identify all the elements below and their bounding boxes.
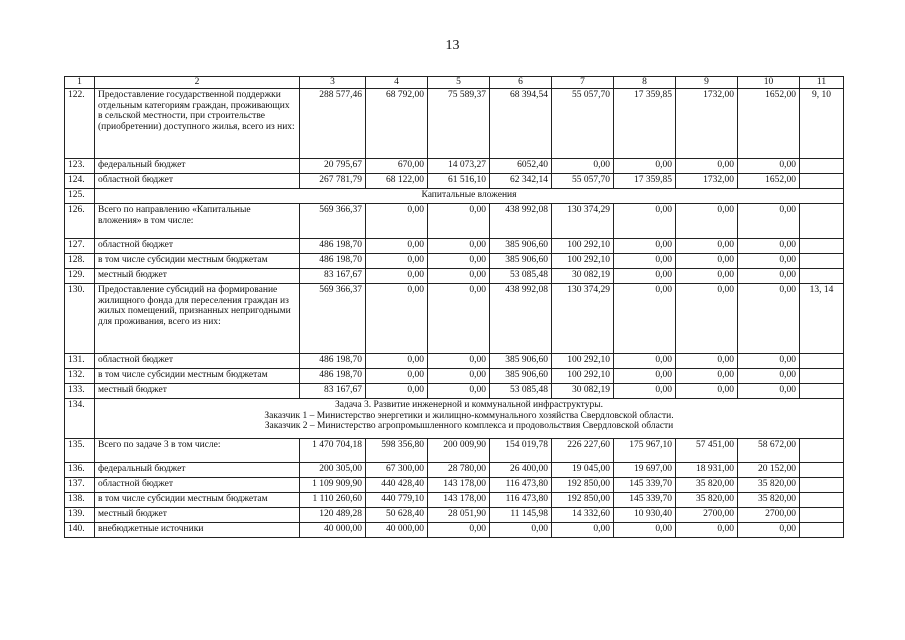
cell-value: 0,00 — [738, 523, 800, 538]
cell-value: 40 000,00 — [300, 523, 366, 538]
cell-value: 200 009,90 — [428, 439, 490, 463]
row-label: Предоставление субсидий на формирование жилищного фонда для переселения граждан из жилых помещений, признанных непригодными для проживания, всего из них: — [95, 284, 300, 354]
cell-value: 670,00 — [366, 159, 428, 174]
cell-value: 130 374,29 — [552, 284, 614, 354]
cell-value: 1732,00 — [676, 89, 738, 159]
column-header: 5 — [428, 77, 490, 89]
cell-value: 0,00 — [738, 384, 800, 399]
cell-value: 0,00 — [366, 384, 428, 399]
cell-value: 35 820,00 — [738, 493, 800, 508]
cell-value: 1652,00 — [738, 174, 800, 189]
cell-value: 486 198,70 — [300, 239, 366, 254]
cell-value: 0,00 — [552, 159, 614, 174]
cell-value: 20 795,67 — [300, 159, 366, 174]
cell-value: 440 779,10 — [366, 493, 428, 508]
cell-value: 35 820,00 — [676, 478, 738, 493]
cell-value: 0,00 — [614, 384, 676, 399]
cell-value: 0,00 — [490, 523, 552, 538]
section-line: Задача 3. Развитие инженерной и коммунальной инфраструктуры. — [335, 400, 603, 410]
row-label: областной бюджет — [95, 354, 300, 369]
cell-value: 0,00 — [366, 369, 428, 384]
cell-value: 438 992,08 — [490, 204, 552, 239]
row-number: 134. — [65, 399, 95, 439]
section-line: Заказчик 2 – Министерство агропромышленного комплекса и продовольствия Свердловской области — [264, 421, 674, 431]
cell-value: 9, 10 — [800, 89, 844, 159]
cell-value: 61 516,10 — [428, 174, 490, 189]
cell-value: 18 931,00 — [676, 463, 738, 478]
cell-value: 68 122,00 — [366, 174, 428, 189]
cell-value — [800, 508, 844, 523]
table-row — [65, 369, 844, 384]
cell-value: 0,00 — [676, 269, 738, 284]
cell-value — [800, 523, 844, 538]
cell-value: 6052,40 — [490, 159, 552, 174]
row-number: 133. — [65, 384, 95, 399]
row-label: в том числе субсидии местным бюджетам — [95, 493, 300, 508]
table-row — [65, 189, 844, 204]
cell-value: 62 342,14 — [490, 174, 552, 189]
table-row — [65, 204, 844, 239]
cell-value: 100 292,10 — [552, 239, 614, 254]
table-row — [65, 254, 844, 269]
cell-value: 30 082,19 — [552, 269, 614, 284]
cell-value — [800, 369, 844, 384]
column-header: 6 — [490, 77, 552, 89]
cell-value: 0,00 — [428, 384, 490, 399]
table-row — [65, 439, 844, 463]
cell-value: 0,00 — [366, 204, 428, 239]
row-number: 131. — [65, 354, 95, 369]
cell-value: 385 906,60 — [490, 369, 552, 384]
cell-value: 0,00 — [614, 284, 676, 354]
row-number: 137. — [65, 478, 95, 493]
table-row — [65, 508, 844, 523]
header-row — [65, 77, 844, 89]
table-row — [65, 269, 844, 284]
cell-value: 192 850,00 — [552, 493, 614, 508]
row-number: 129. — [65, 269, 95, 284]
cell-value: 0,00 — [614, 354, 676, 369]
table-row — [65, 478, 844, 493]
cell-value: 486 198,70 — [300, 254, 366, 269]
cell-value: 53 085,48 — [490, 384, 552, 399]
column-header: 7 — [552, 77, 614, 89]
cell-value: 288 577,46 — [300, 89, 366, 159]
cell-value — [800, 354, 844, 369]
cell-value: 26 400,00 — [490, 463, 552, 478]
cell-value: 200 305,00 — [300, 463, 366, 478]
row-number: 122. — [65, 89, 95, 159]
row-number: 140. — [65, 523, 95, 538]
cell-value: 2700,00 — [676, 508, 738, 523]
table-row — [65, 523, 844, 538]
row-number: 128. — [65, 254, 95, 269]
cell-value: 120 489,28 — [300, 508, 366, 523]
cell-value: 1732,00 — [676, 174, 738, 189]
row-number: 127. — [65, 239, 95, 254]
cell-value: 19 045,00 — [552, 463, 614, 478]
cell-value: 438 992,08 — [490, 284, 552, 354]
cell-value: 0,00 — [428, 239, 490, 254]
cell-value: 14 073,27 — [428, 159, 490, 174]
column-header: 1 — [65, 77, 95, 89]
cell-value: 0,00 — [428, 254, 490, 269]
cell-value: 28 051,90 — [428, 508, 490, 523]
cell-value — [800, 439, 844, 463]
row-label: областной бюджет — [95, 478, 300, 493]
cell-value: 0,00 — [614, 204, 676, 239]
cell-value: 0,00 — [738, 254, 800, 269]
cell-value: 486 198,70 — [300, 369, 366, 384]
cell-value: 130 374,29 — [552, 204, 614, 239]
row-number: 135. — [65, 439, 95, 463]
cell-value: 0,00 — [676, 254, 738, 269]
cell-value: 0,00 — [428, 284, 490, 354]
cell-value: 192 850,00 — [552, 478, 614, 493]
row-label: Всего по задаче 3 в том числе: — [95, 439, 300, 463]
cell-value: 0,00 — [614, 254, 676, 269]
cell-value: 1 109 909,90 — [300, 478, 366, 493]
cell-value — [800, 384, 844, 399]
cell-value: 0,00 — [366, 284, 428, 354]
table-row — [65, 463, 844, 478]
cell-value: 68 792,00 — [366, 89, 428, 159]
cell-value: 35 820,00 — [738, 478, 800, 493]
table-row — [65, 89, 844, 159]
row-number: 136. — [65, 463, 95, 478]
cell-value: 154 019,78 — [490, 439, 552, 463]
row-label: областной бюджет — [95, 174, 300, 189]
row-label: Всего по направлению «Капитальные вложения» в том числе: — [95, 204, 300, 239]
cell-value: 385 906,60 — [490, 354, 552, 369]
table-row — [65, 174, 844, 189]
column-header: 4 — [366, 77, 428, 89]
cell-value: 68 394,54 — [490, 89, 552, 159]
row-number: 123. — [65, 159, 95, 174]
cell-value: 0,00 — [366, 239, 428, 254]
cell-value: 143 178,00 — [428, 478, 490, 493]
cell-value: 40 000,00 — [366, 523, 428, 538]
cell-value: 17 359,85 — [614, 174, 676, 189]
cell-value: 0,00 — [676, 204, 738, 239]
row-label: в том числе субсидии местным бюджетам — [95, 254, 300, 269]
table-row — [65, 399, 844, 439]
cell-value: 569 366,37 — [300, 204, 366, 239]
row-label: местный бюджет — [95, 269, 300, 284]
row-label: местный бюджет — [95, 508, 300, 523]
table-row — [65, 384, 844, 399]
row-label: в том числе субсидии местным бюджетам — [95, 369, 300, 384]
cell-value: 145 339,70 — [614, 493, 676, 508]
cell-value: 0,00 — [676, 159, 738, 174]
table-row — [65, 159, 844, 174]
cell-value: 0,00 — [366, 269, 428, 284]
section-line: Капитальные вложения — [421, 190, 517, 200]
section-heading — [95, 189, 844, 204]
table-row — [65, 284, 844, 354]
cell-value: 0,00 — [738, 269, 800, 284]
cell-value: 385 906,60 — [490, 254, 552, 269]
cell-value: 226 227,60 — [552, 439, 614, 463]
cell-value: 0,00 — [614, 523, 676, 538]
column-header: 8 — [614, 77, 676, 89]
cell-value: 2700,00 — [738, 508, 800, 523]
row-number: 132. — [65, 369, 95, 384]
cell-value: 116 473,80 — [490, 493, 552, 508]
cell-value — [800, 204, 844, 239]
table-row — [65, 493, 844, 508]
cell-value: 0,00 — [738, 284, 800, 354]
cell-value: 175 967,10 — [614, 439, 676, 463]
cell-value: 17 359,85 — [614, 89, 676, 159]
cell-value: 0,00 — [614, 239, 676, 254]
cell-value: 0,00 — [738, 239, 800, 254]
cell-value — [800, 478, 844, 493]
cell-value — [800, 269, 844, 284]
cell-value: 30 082,19 — [552, 384, 614, 399]
cell-value: 116 473,80 — [490, 478, 552, 493]
cell-value — [800, 159, 844, 174]
cell-value: 569 366,37 — [300, 284, 366, 354]
cell-value — [800, 239, 844, 254]
row-number: 139. — [65, 508, 95, 523]
cell-value: 83 167,67 — [300, 269, 366, 284]
cell-value: 145 339,70 — [614, 478, 676, 493]
cell-value: 0,00 — [366, 254, 428, 269]
row-number: 130. — [65, 284, 95, 354]
table-row — [65, 354, 844, 369]
row-label: областной бюджет — [95, 239, 300, 254]
cell-value: 55 057,70 — [552, 174, 614, 189]
cell-value: 598 356,80 — [366, 439, 428, 463]
cell-value: 55 057,70 — [552, 89, 614, 159]
row-label: внебюджетные источники — [95, 523, 300, 538]
row-label: местный бюджет — [95, 384, 300, 399]
cell-value: 0,00 — [738, 369, 800, 384]
column-header: 10 — [738, 77, 800, 89]
cell-value: 486 198,70 — [300, 354, 366, 369]
cell-value: 1 470 704,18 — [300, 439, 366, 463]
cell-value: 0,00 — [738, 354, 800, 369]
cell-value: 100 292,10 — [552, 369, 614, 384]
cell-value: 57 451,00 — [676, 439, 738, 463]
cell-value: 0,00 — [552, 523, 614, 538]
cell-value — [800, 463, 844, 478]
section-line: Заказчик 1 – Министерство энергетики и жилищно-коммунального хозяйства Свердловской области. — [264, 410, 674, 421]
section-heading — [95, 399, 844, 439]
cell-value: 11 145,98 — [490, 508, 552, 523]
cell-value: 83 167,67 — [300, 384, 366, 399]
cell-value: 0,00 — [428, 204, 490, 239]
cell-value: 58 672,00 — [738, 439, 800, 463]
cell-value: 0,00 — [428, 369, 490, 384]
row-label: Предоставление государственной поддержки отдельным категориям граждан, проживающих в сельской местности, при строительстве (приобретении) доступного жилья, всего из них: — [95, 89, 300, 159]
column-header: 3 — [300, 77, 366, 89]
cell-value: 0,00 — [614, 369, 676, 384]
cell-value: 0,00 — [676, 239, 738, 254]
cell-value: 1 110 260,60 — [300, 493, 366, 508]
cell-value: 53 085,48 — [490, 269, 552, 284]
cell-value: 0,00 — [676, 354, 738, 369]
cell-value: 0,00 — [676, 523, 738, 538]
row-number: 124. — [65, 174, 95, 189]
cell-value: 0,00 — [738, 159, 800, 174]
cell-value: 0,00 — [614, 159, 676, 174]
column-header: 2 — [95, 77, 300, 89]
cell-value — [800, 174, 844, 189]
cell-value: 385 906,60 — [490, 239, 552, 254]
cell-value: 50 628,40 — [366, 508, 428, 523]
row-number: 126. — [65, 204, 95, 239]
cell-value: 19 697,00 — [614, 463, 676, 478]
cell-value: 100 292,10 — [552, 354, 614, 369]
cell-value: 0,00 — [676, 369, 738, 384]
cell-value: 67 300,00 — [366, 463, 428, 478]
cell-value: 0,00 — [366, 354, 428, 369]
cell-value: 0,00 — [428, 354, 490, 369]
cell-value: 143 178,00 — [428, 493, 490, 508]
cell-value: 100 292,10 — [552, 254, 614, 269]
table-row — [65, 239, 844, 254]
cell-value: 0,00 — [738, 204, 800, 239]
cell-value: 20 152,00 — [738, 463, 800, 478]
cell-value: 0,00 — [676, 384, 738, 399]
cell-value: 14 332,60 — [552, 508, 614, 523]
cell-value: 1652,00 — [738, 89, 800, 159]
cell-value: 267 781,79 — [300, 174, 366, 189]
cell-value: 0,00 — [614, 269, 676, 284]
cell-value — [800, 493, 844, 508]
row-label: федеральный бюджет — [95, 159, 300, 174]
budget-table — [64, 76, 844, 538]
cell-value: 35 820,00 — [676, 493, 738, 508]
cell-value: 10 930,40 — [614, 508, 676, 523]
row-label: федеральный бюджет — [95, 463, 300, 478]
column-header: 9 — [676, 77, 738, 89]
cell-value: 0,00 — [676, 284, 738, 354]
cell-value: 28 780,00 — [428, 463, 490, 478]
cell-value: 75 589,37 — [428, 89, 490, 159]
cell-value: 13, 14 — [800, 284, 844, 354]
page-number: 13 — [445, 38, 460, 53]
row-number: 138. — [65, 493, 95, 508]
cell-value — [800, 254, 844, 269]
row-number: 125. — [65, 189, 95, 204]
cell-value: 0,00 — [428, 269, 490, 284]
cell-value: 0,00 — [428, 523, 490, 538]
column-header: 11 — [800, 77, 844, 89]
cell-value: 440 428,40 — [366, 478, 428, 493]
